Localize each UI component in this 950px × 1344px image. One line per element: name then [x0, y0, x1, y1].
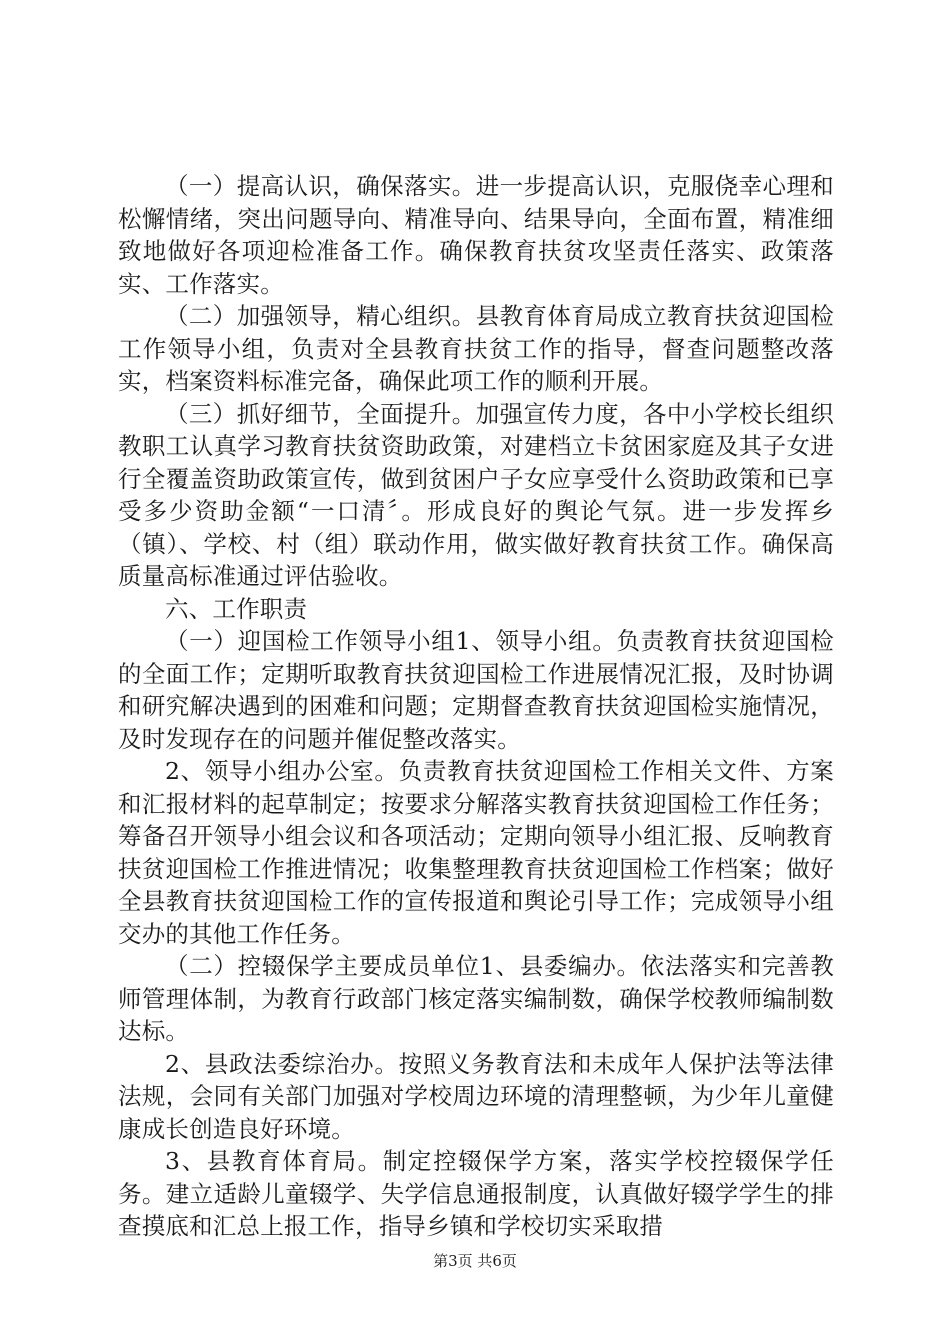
paragraph-6: （二）控辍保学主要成员单位1、县委编办。依法落实和完善教师管理体制，为教育行政部门核定落实编制数，确保学校教师编制数达标。	[118, 952, 834, 1045]
paragraph-8: 3、县教育体育局。制定控辍保学方案，落实学校控辍保学任务。建立适龄儿童辍学、失学信息通报制度，认真做好辍学学生的排查摸底和汇总上报工作，指导乡镇和学校切实采取措	[118, 1147, 834, 1240]
section-heading: 六、工作职责	[165, 594, 308, 623]
paragraph-5: 2、领导小组办公室。负责教育扶贫迎国检工作相关文件、方案和汇报材料的起草制定；按要求分解落实教育扶贫迎国检工作任务；筹备召开领导小组会议和各项活动；定期向领导小组汇报、反响教育扶贫迎国检工作推进情况；收集整理教育扶贫迎国检工作档案；做好全县教育扶贫迎国检工作的宣传报道和舆论引导工作；完成领导小组交办的其他工作任务。	[118, 757, 834, 948]
paragraph-2: （二）加强领导，精心组织。县教育体育局成立教育扶贫迎国检工作领导小组，负责对全县教育扶贫工作的指导，督查问题整改落实，档案资料标准完备，确保此项工作的顺利开展。	[118, 302, 834, 395]
paragraph-1: （一）提高认识，确保落实。进一步提高认识，克服侥幸心理和松懈情绪，突出问题导向、精准导向、结果导向，全面布置，精准细致地做好各项迎检准备工作。确保教育扶贫攻坚责任落实、政策落实、工作落实。	[118, 172, 834, 298]
page-footer: 第3页 共6页	[433, 1252, 517, 1270]
paragraph-7: 2、县政法委综治办。按照义务教育法和未成年人保护法等法律法规，会同有关部门加强对学校周边环境的清理整顿，为少年儿童健康成长创造良好环境。	[118, 1049, 834, 1143]
paragraph-3: （三）抓好细节，全面提升。加强宣传力度，各中小学校长组织教职工认真学习教育扶贫资助政策，对建档立卡贫困家庭及其子女进行全覆盖资助政策宣传，做到贫困户子女应享受什么资助政策和已享受多少资助金额“一口清〞。形成良好的舆论气氛。进一步发挥乡（镇）、学校、村（组）联动作用，做实做好教育扶贫工作。确保高质量高标准通过评估验收。	[118, 399, 834, 590]
document-body	[118, 170, 834, 1243]
paragraph-4: （一）迎国检工作领导小组1、领导小组。负责教育扶贫迎国检的全面工作；定期听取教育扶贫迎国检工作进展情况汇报，及时协调和研究解决遇到的困难和问题；定期督查教育扶贫迎国检实施情况，及时发现存在的问题并催促整改落实。	[118, 627, 834, 753]
